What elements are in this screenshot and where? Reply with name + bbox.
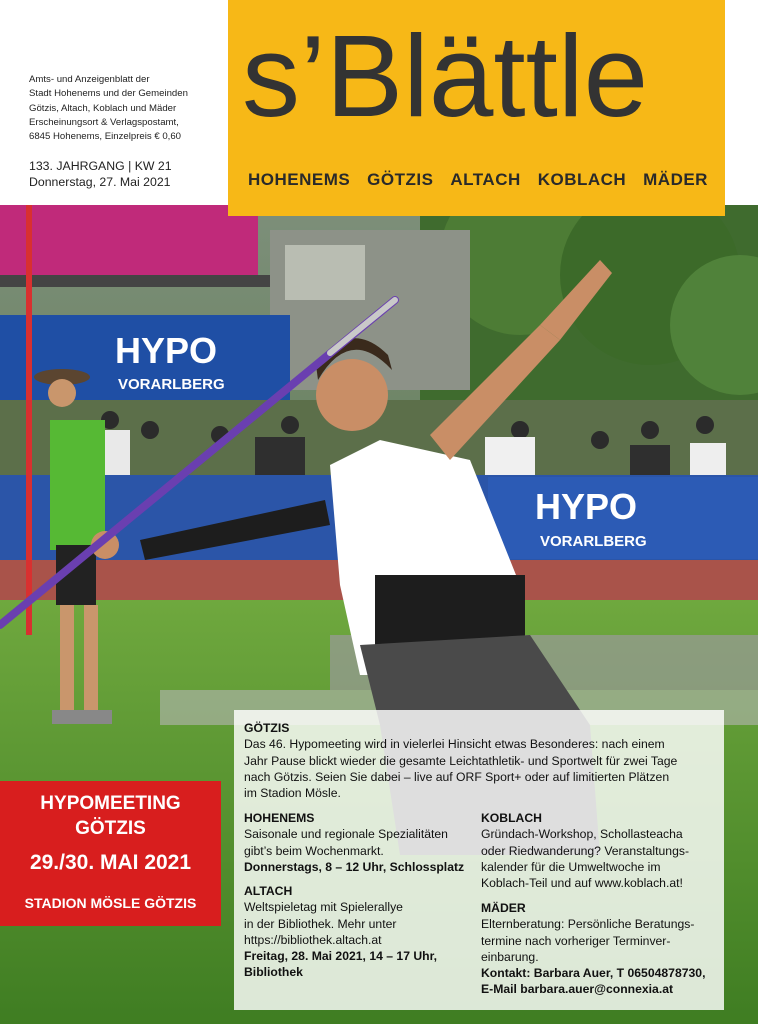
section-text: Elternberatung: Persönliche Beratungs-	[481, 917, 695, 932]
publication-info-line: 6845 Hohenems, Einzelpreis € 0,60	[29, 131, 181, 143]
town-goetzis: GÖTZIS	[367, 170, 434, 189]
publication-info-line: Stadt Hohenems und der Gemeinden	[29, 88, 188, 100]
section-text: Weltspieletag mit Spielerallye	[244, 900, 403, 915]
section-text: im Stadion Mösle.	[244, 786, 341, 801]
publication-info-line: Erscheinungsort & Verlagspostamt,	[29, 116, 179, 128]
town-list	[248, 170, 708, 190]
masthead	[228, 0, 725, 216]
sponsor-subtext: VORARLBERG	[540, 533, 647, 550]
section-text: gibt’s beim Wochenmarkt.	[244, 843, 384, 858]
event-title-line: HYPOMEETING	[40, 793, 181, 814]
town-koblach: KOBLACH	[537, 170, 627, 189]
news-box	[234, 710, 724, 1010]
town-altach: ALTACH	[450, 170, 521, 189]
section-emphasis: Donnerstags, 8 – 12 Uhr, Schlossplatz	[244, 859, 465, 874]
event-dates: 29./30. MAI 2021	[29, 851, 192, 874]
sponsor-subtext: VORARLBERG	[118, 376, 225, 393]
publication-info	[29, 73, 219, 144]
section-emphasis: Kontakt: Barbara Auer, T 06504878730,	[481, 966, 706, 981]
event-banner	[0, 781, 221, 926]
section-link[interactable]: https://bibliothek.altach.at	[244, 932, 382, 947]
issue-date: Donnerstag, 27. Mai 2021	[29, 175, 171, 189]
section-text: Saisonale und regionale Spezialitäten	[244, 827, 448, 842]
section-text: nach Götzis. Seien Sie dabei – live auf ORF Sport+ oder auf limitierten Plätzen	[244, 769, 670, 784]
publication-info-line: Götzis, Altach, Koblach und Mäder	[29, 102, 177, 114]
issue-line: 133. JAHRGANG | KW 21	[29, 159, 172, 173]
section-emphasis: E-Mail barbara.auer@connexia.at	[481, 982, 674, 997]
section-hohenems	[244, 810, 474, 875]
section-heading: HOHENEMS	[244, 811, 315, 825]
event-title-line: GÖTZIS	[75, 818, 146, 839]
sponsor-text: HYPO	[535, 486, 638, 527]
section-heading: GÖTZIS	[244, 721, 290, 735]
section-heading: MÄDER	[481, 901, 526, 915]
section-maeder	[481, 900, 721, 998]
section-text: einbarung.	[481, 949, 539, 964]
sponsor-text: HYPO	[115, 330, 218, 371]
publication-info-line: Amts- und Anzeigenblatt der	[29, 74, 150, 85]
section-heading: ALTACH	[244, 884, 293, 898]
section-text: Gründach-Workshop, Schollasteacha	[481, 827, 683, 842]
town-maeder: MÄDER	[643, 170, 708, 189]
event-title	[0, 791, 221, 841]
section-koblach	[481, 810, 721, 891]
issue-info	[29, 158, 172, 190]
town-hohenems: HOHENEMS	[248, 170, 351, 189]
section-text: Das 46. Hypomeeting wird in vielerlei Hinsicht etwas Besonderes: nach einem	[244, 737, 665, 752]
event-venue: STADION MÖSLE GÖTZIS	[24, 895, 197, 911]
section-emphasis: Bibliothek	[244, 965, 303, 980]
section-text: oder Riedwanderung? Veranstaltungs-	[481, 843, 690, 858]
section-goetzis	[244, 720, 719, 801]
section-text: kalender für die Umweltwoche im	[481, 859, 661, 874]
section-altach	[244, 883, 474, 981]
section-text: termine nach vorheriger Terminver-	[481, 933, 671, 948]
section-text: Koblach-Teil und auf www.koblach.at!	[481, 876, 683, 891]
section-heading: KOBLACH	[481, 811, 542, 825]
section-text: Jahr Pause blickt wieder die gesamte Leichtathletik- und Sportwelt für zwei Tage	[244, 753, 678, 768]
section-text: in der Bibliothek. Mehr unter	[244, 916, 397, 931]
section-emphasis: Freitag, 28. Mai 2021, 14 – 17 Uhr,	[244, 949, 438, 964]
newspaper-title: s’Blättle	[242, 11, 649, 141]
